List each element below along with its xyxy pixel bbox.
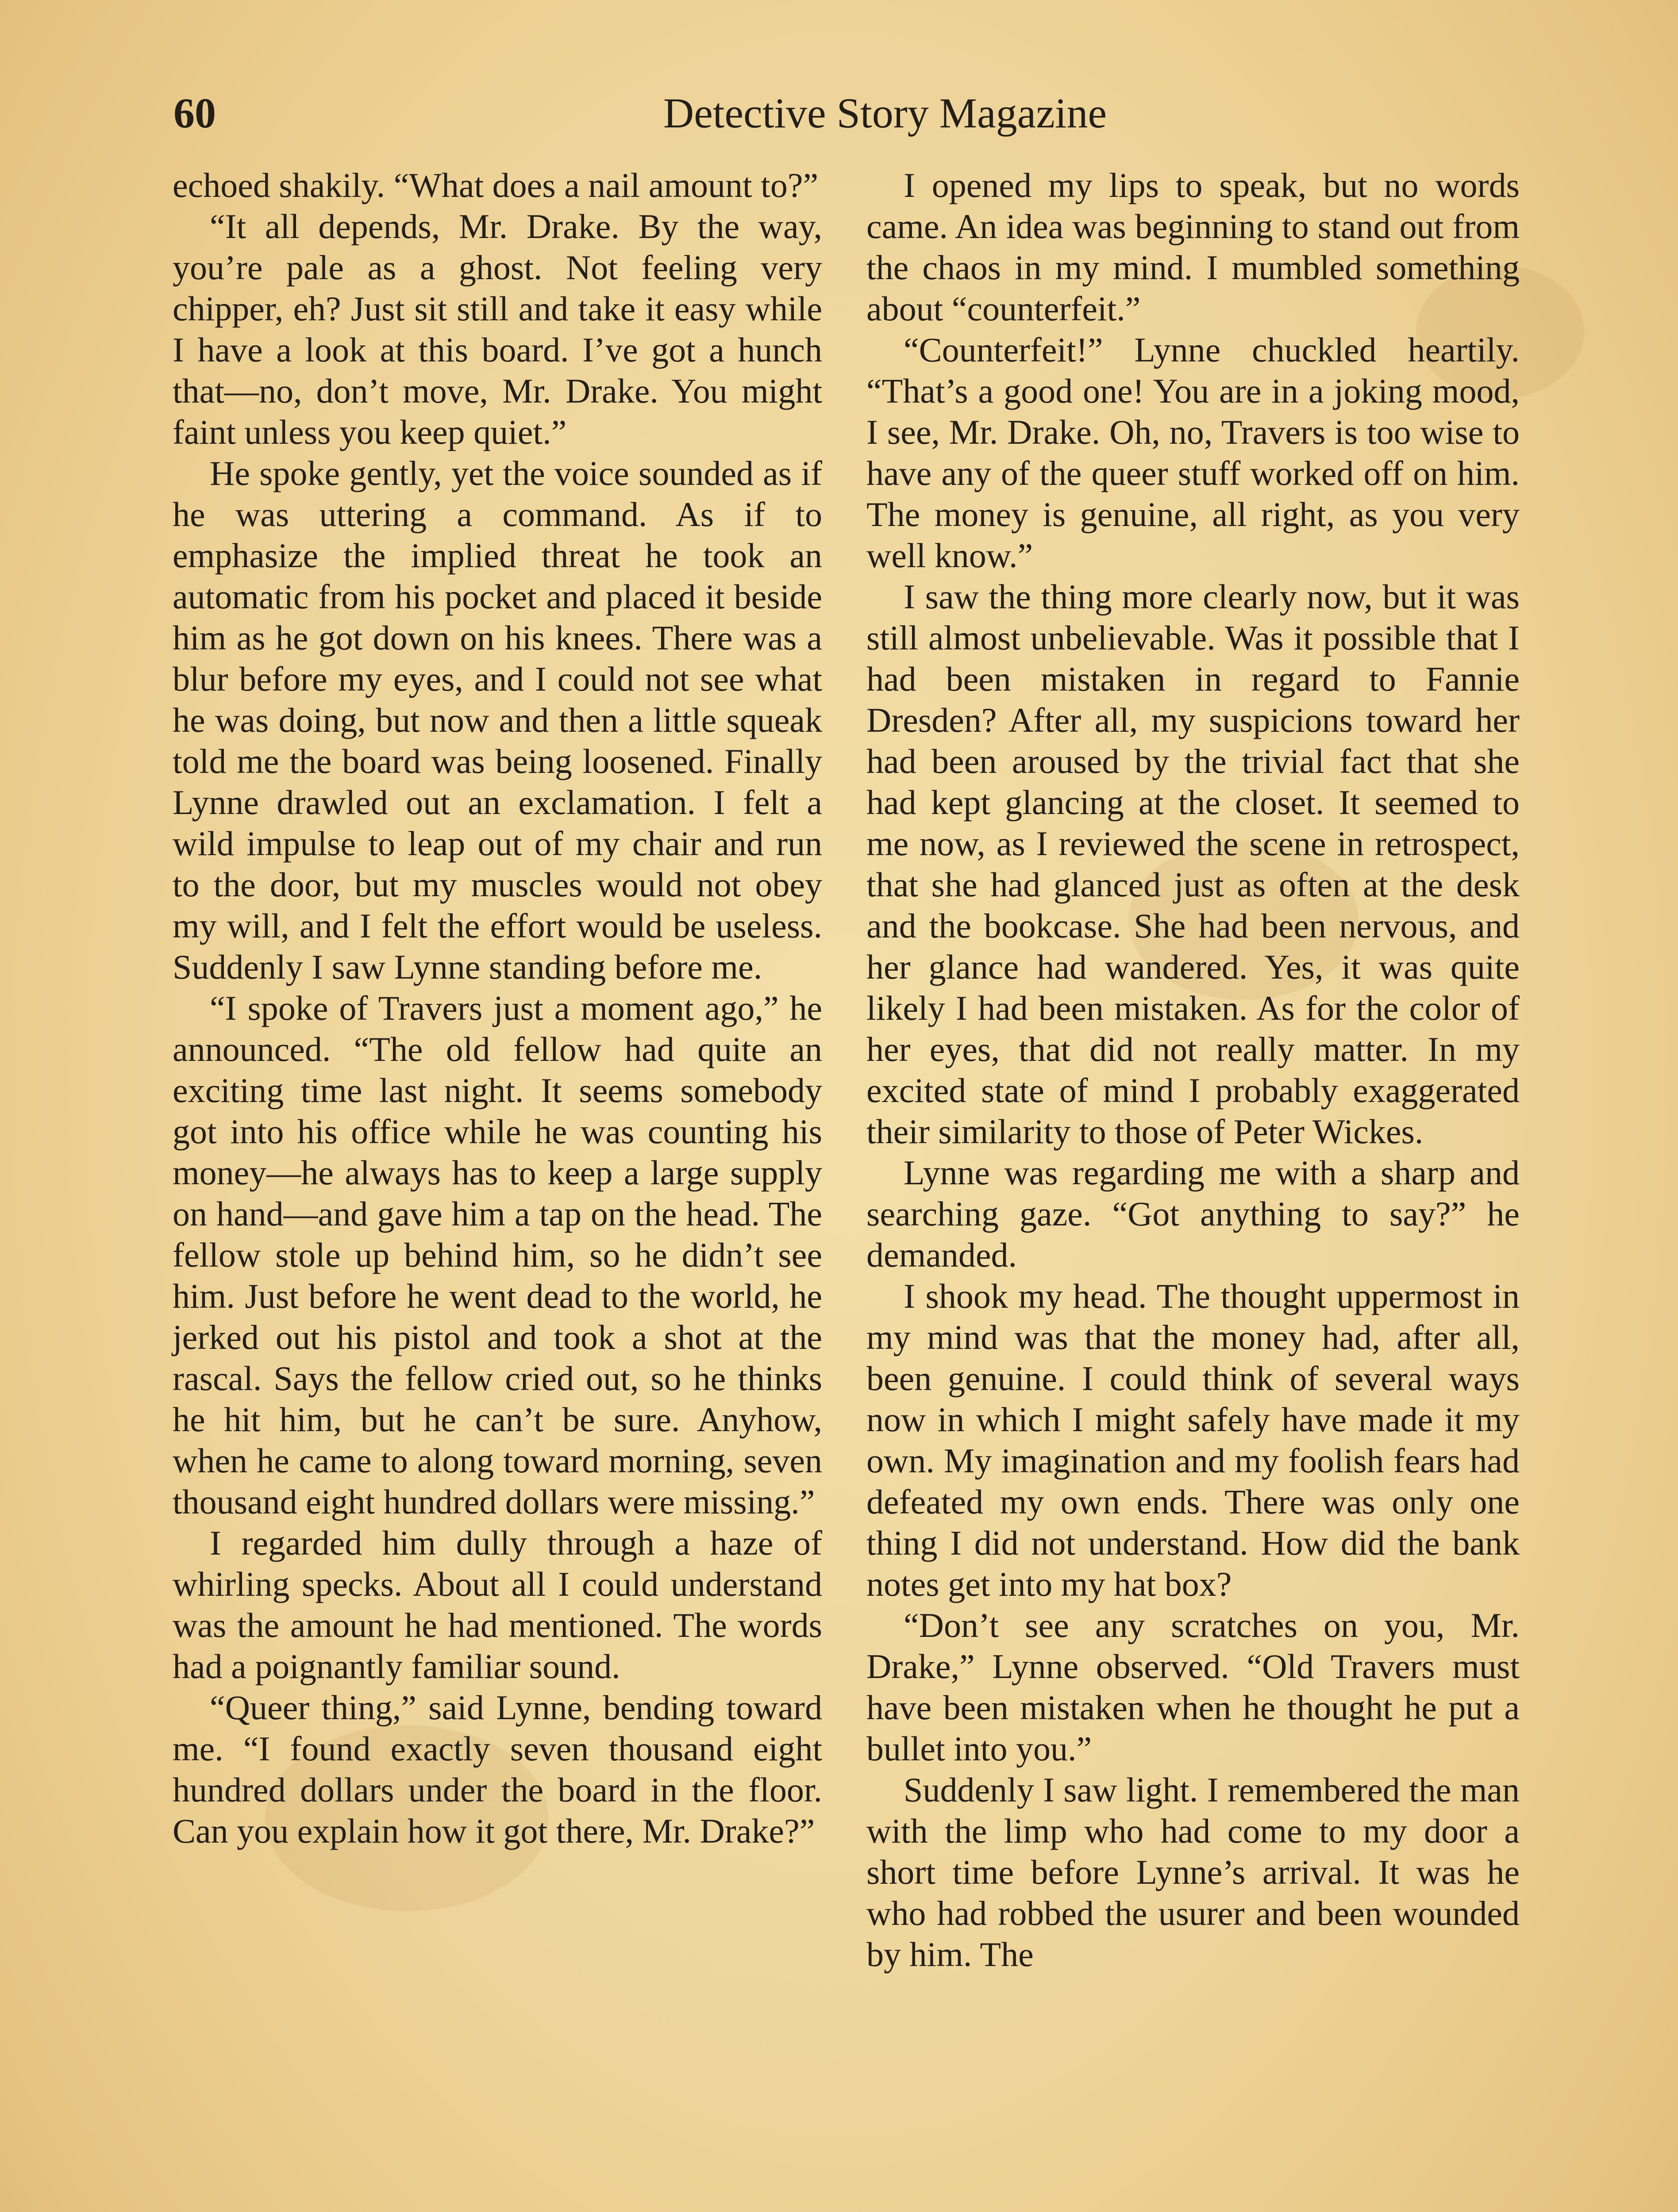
paragraph: Lynne was regarding me with a sharp and searching gaze. “Got anything to say?” he demanded. xyxy=(866,1153,1520,1274)
paragraph: I shook my head. The thought uppermost in my mind was that the money had, after all, been genuine. I could think of several ways now in which I might safely have made it my own. My imagination and my foolish fears had defeated my own ends. There was only one thing I did not understand. How did the bank notes get into my hat box? xyxy=(866,1277,1520,1603)
paragraph: “Queer thing,” said Lynne, bending toward me. “I found exactly seven thousand eight hundred dollars under the board in the floor. Can you explain how it got there, Mr. Drake?” xyxy=(173,1688,822,1850)
paragraph: I opened my lips to speak, but no words came. An idea was beginning to stand out from the chaos in my mind. I mumbled something about “counterfeit.” xyxy=(866,166,1520,328)
right-column xyxy=(866,165,1520,1975)
paragraph: I regarded him dully through a haze of whirling specks. About all I could understand was the amount he had mentioned. The words had a poignantly familiar sound. xyxy=(173,1524,822,1686)
paragraph: echoed shakily. “What does a nail amount to?” xyxy=(173,166,819,204)
paragraph: Suddenly I saw light. I remembered the man with the limp who had come to my door a short time before Lynne’s arrival. It was he who had robbed the usurer and been wounded by him. The xyxy=(866,1770,1520,1974)
paragraph: I saw the thing more clearly now, but it was still almost unbelievable. Was it possible that I had been mistaken in regard to Fannie Dresden? After all, my suspicions toward her had been aroused by the trivial fact that she had kept glancing at the closet. It seemed to me now, as I reviewed the scene in retrospect, that she had glanced just as often at the desk and the bookcase. She had been nervous, and her glance had wandered. Yes, it was quite likely I had been mistaken. As for the color of her eyes, that did not really matter. In my excited state of mind I probably exaggerated their similarity to those of Peter Wickes. xyxy=(866,577,1520,1151)
paragraph: “I spoke of Travers just a moment ago,” he announced. “The old fellow had quite an exciting time last night. It seems somebody got into his office while he was counting his money—he always has to keep a large supply on hand—and gave him a tap on the head. The fellow stole up behind him, so he didn’t see him. Just before he went dead to the world, he jerked out his pistol and took a shot at the rascal. Says the fellow cried out, so he thinks he hit him, but he can’t be sure. Anyhow, when he came to along toward morning, seven thousand eight hundred dollars were missing.” xyxy=(173,989,822,1521)
paragraph: “Counterfeit!” Lynne chuckled heartily. “That’s a good one! You are in a joking mood, I see, Mr. Drake. Oh, no, Travers is too wise to have any of the queer stuff worked off on him. The money is genuine, all right, as you very well know.” xyxy=(866,330,1520,575)
paragraph: “It all depends, Mr. Drake. By the way, you’re pale as a ghost. Not feeling very chipper, eh? Just sit still and take it easy while I have a look at this board. I’ve got a hunch that—no, don’t move, Mr. Drake. You might faint unless you keep quiet.” xyxy=(173,207,822,451)
paragraph: He spoke gently, yet the voice sounded as if he was uttering a command. As if to emphasize the implied threat he took an automatic from his pocket and placed it beside him as he got down on his knees. There was a blur before my eyes, and I could not see what he was doing, but now and then a little squeak told me the board was being loosened. Finally Lynne drawled out an exclamation. I felt a wild impulse to leap out of my chair and run to the door, but my muscles would not obey my will, and I felt the effort would be useless. Suddenly I saw Lynne standing before me. xyxy=(173,454,822,986)
running-header-title: Detective Story Magazine xyxy=(663,89,1107,137)
page-number: 60 xyxy=(173,89,216,137)
left-column xyxy=(173,165,822,1851)
paragraph: “Don’t see any scratches on you, Mr. Drake,” Lynne observed. “Old Travers must have been mistaken when he thought he put a bullet into you.” xyxy=(866,1606,1520,1768)
